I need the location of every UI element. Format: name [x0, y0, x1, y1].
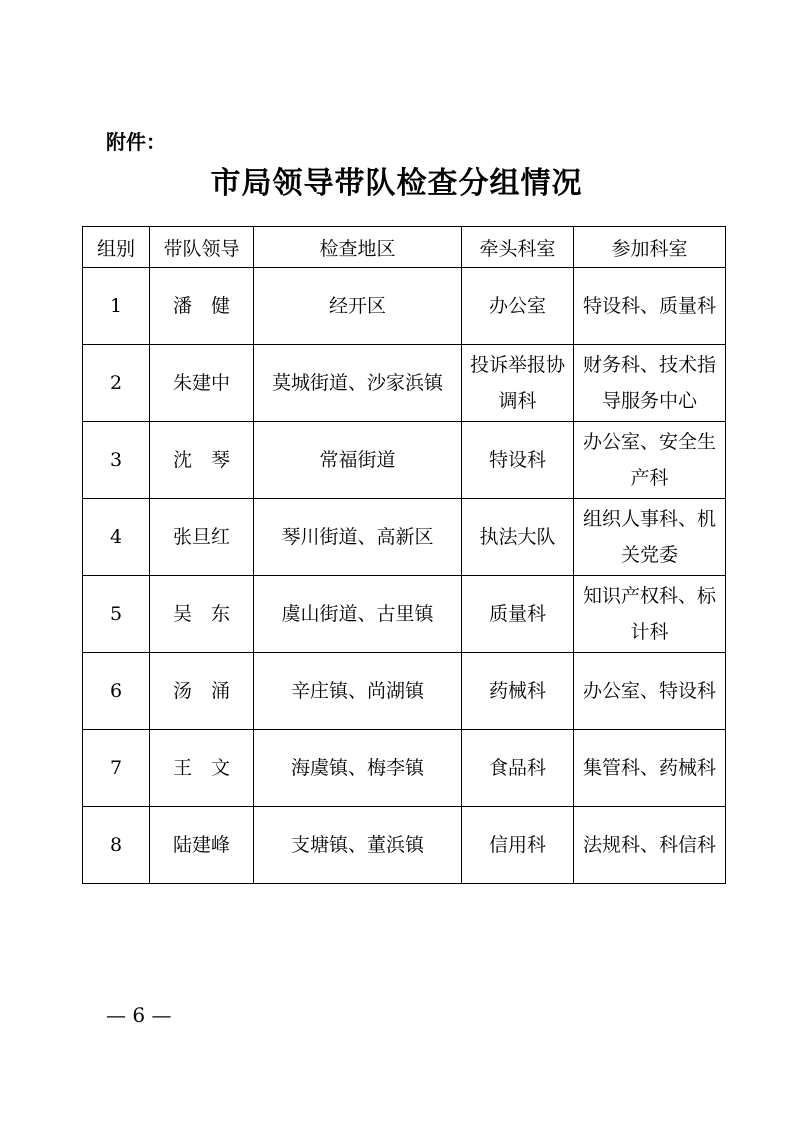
table-row — [83, 576, 726, 653]
cell-leader: 沈 琴 — [150, 422, 254, 499]
cell-area: 辛庄镇、尚湖镇 — [254, 653, 462, 730]
cell-lead-dept: 信用科 — [462, 807, 574, 884]
page-number: — 6 — — [106, 1003, 172, 1027]
cell-lead-dept: 办公室 — [462, 268, 574, 345]
cell-join-dept: 知识产权科、标计科 — [574, 576, 726, 653]
table-row — [83, 653, 726, 730]
header-area: 检查地区 — [254, 227, 462, 268]
cell-group: 6 — [83, 653, 150, 730]
cell-group: 8 — [83, 807, 150, 884]
cell-leader: 潘 健 — [150, 268, 254, 345]
attachment-label: 附件： — [106, 130, 166, 154]
cell-group: 5 — [83, 576, 150, 653]
cell-lead-dept: 药械科 — [462, 653, 574, 730]
cell-join-dept: 财务科、技术指导服务中心 — [574, 345, 726, 422]
table-row — [83, 807, 726, 884]
table-header-row — [83, 227, 726, 268]
cell-lead-dept: 投诉举报协调科 — [462, 345, 574, 422]
table-row — [83, 730, 726, 807]
cell-leader: 吴 东 — [150, 576, 254, 653]
cell-lead-dept: 执法大队 — [462, 499, 574, 576]
table-row — [83, 499, 726, 576]
cell-group: 2 — [83, 345, 150, 422]
cell-group: 1 — [83, 268, 150, 345]
cell-area: 琴川街道、高新区 — [254, 499, 462, 576]
cell-group: 7 — [83, 730, 150, 807]
cell-lead-dept: 特设科 — [462, 422, 574, 499]
group-table — [82, 226, 726, 884]
table-row — [83, 422, 726, 499]
table-row — [83, 345, 726, 422]
cell-join-dept: 办公室、特设科 — [574, 653, 726, 730]
cell-join-dept: 办公室、安全生产科 — [574, 422, 726, 499]
cell-join-dept: 法规科、科信科 — [574, 807, 726, 884]
document-title: 市局领导带队检查分组情况 — [210, 166, 583, 201]
header-group: 组别 — [83, 227, 150, 268]
cell-area: 常福街道 — [254, 422, 462, 499]
header-lead-dept: 牵头科室 — [462, 227, 574, 268]
header-join-dept: 参加科室 — [574, 227, 726, 268]
cell-area: 莫城街道、沙家浜镇 — [254, 345, 462, 422]
cell-group: 3 — [83, 422, 150, 499]
cell-area: 支塘镇、董浜镇 — [254, 807, 462, 884]
cell-area: 海虞镇、梅李镇 — [254, 730, 462, 807]
cell-lead-dept: 食品科 — [462, 730, 574, 807]
table-row — [83, 268, 726, 345]
cell-join-dept: 特设科、质量科 — [574, 268, 726, 345]
cell-area: 经开区 — [254, 268, 462, 345]
cell-area: 虞山街道、古里镇 — [254, 576, 462, 653]
cell-leader: 汤 涌 — [150, 653, 254, 730]
header-leader: 带队领导 — [150, 227, 254, 268]
cell-lead-dept: 质量科 — [462, 576, 574, 653]
cell-join-dept: 集管科、药械科 — [574, 730, 726, 807]
cell-join-dept: 组织人事科、机关党委 — [574, 499, 726, 576]
cell-leader: 王 文 — [150, 730, 254, 807]
cell-leader: 陆建峰 — [150, 807, 254, 884]
cell-group: 4 — [83, 499, 150, 576]
cell-leader: 朱建中 — [150, 345, 254, 422]
cell-leader: 张旦红 — [150, 499, 254, 576]
